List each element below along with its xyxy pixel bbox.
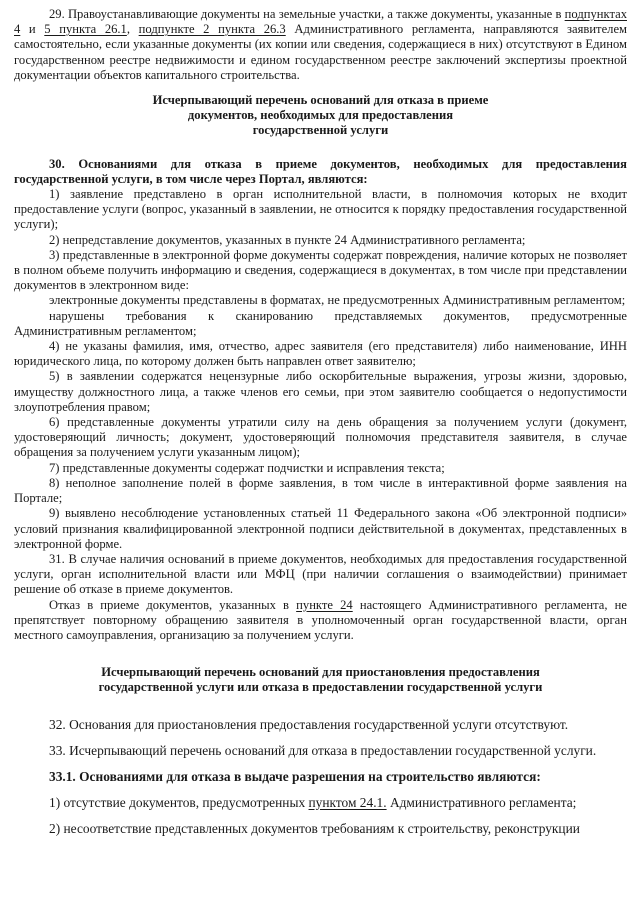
link-item-24-1[interactable]: пунктом 24.1. xyxy=(308,794,387,810)
list-item-30-7: 7) представленные документы содержат подчистки и исправления текста; xyxy=(49,460,445,475)
p29-text-1: 29. Правоустанавливающие документы на земельные участки, а также документы, указанные в xyxy=(49,7,565,21)
list-item-30-3: 3) представленные в электронной форме документы содержат повреждения, наличие которых не позволяет в полном объеме получить информацию и сведения, содержащиеся в документах, в том числе при представлении документов в электронном виде: xyxy=(14,247,627,293)
p29-text-2: и xyxy=(20,22,45,37)
p31-text-2: настоящего Административного регламента, не препятствует повторному обращению заявителя в уполномоченный орган государственной власти, орган местного самоуправления, организацию за получением услуги. xyxy=(14,597,627,642)
paragraph-31: 31. В случае наличия оснований в приеме документов, необходимых для предоставления государственной услуги, орган исполнительной власти или МФЦ (при наличии соглашения о взаимодействии) принимает решение об отказе в приеме документов. xyxy=(14,551,627,597)
paragraph-33: 33. Исчерпывающий перечень оснований для отказа в предоставлении государственной услуги. xyxy=(49,742,597,758)
heading2-line1: Исчерпывающий перечень оснований для приостановления предоставления xyxy=(101,665,540,680)
paragraph-29 xyxy=(14,7,627,83)
p29-text-4: Административного регламента, направляются заявителем самостоятельно, если указанные документы (их копии или сведения, содержащиеся в них) отсутствуют в Едином государственном реестре недвижимости и едином государственном реестре заключений экспертизы проектной документации объектов капитального строительства. xyxy=(14,22,627,82)
link-subitems-4[interactable]: подпунктах 4 xyxy=(14,7,627,37)
list-item-30-1: 1) заявление представлено в орган исполнительной власти, в полномочия которых не входит предоставление услуги (вопрос, указанный в заявлении, не относится к порядку предоставления государственной услуги); xyxy=(14,187,627,232)
section-heading-refusal-acceptance xyxy=(14,93,627,139)
paragraph-31-refusal xyxy=(14,598,627,644)
heading1-line2: документов, необходимых для предоставления xyxy=(187,108,454,123)
heading1-line1: Исчерпывающий перечень оснований для отказа в приеме xyxy=(152,93,489,108)
heading2-line2: государственной услуги или отказа в предоставлении государственной услуги xyxy=(98,680,543,695)
list-item-30-3a: электронные документы представлены в форматах, не предусмотренных Административным регламентом; xyxy=(49,293,626,308)
paragraph-32: 32. Основания для приостановления предоставления государственной услуги отсутствуют. xyxy=(49,716,569,732)
p331-item1-text-2: Административного регламента; xyxy=(386,794,577,810)
list-item-30-8: 8) неполное заполнение полей в форме заявления, в том числе в интерактивной форме заявления на Портале; xyxy=(14,475,627,506)
p331-item1-text-1: 1) отсутствие документов, предусмотренных xyxy=(49,794,309,810)
section-heading-suspension-refusal xyxy=(14,665,627,695)
list-item-30-2: 2) непредставление документов, указанных в пункте 24 Административного регламента; xyxy=(49,232,526,247)
paragraph-30-intro: 30. Основаниями для отказа в приеме документов, необходимых для предоставления государственной услуги, в том числе через Портал, являются: xyxy=(14,156,627,186)
heading1-line3: государственной услуги xyxy=(252,123,389,138)
list-item-33-1-2: 2) несоответствие представленных документов требованиям к строительству, реконструкции xyxy=(49,820,580,836)
link-item-24[interactable]: пункте 24 xyxy=(296,597,353,612)
p29-text-3: , xyxy=(126,22,139,37)
list-item-30-6: 6) представленные документы утратили силу на день обращения за получением услуги (документ, удостоверяющий личность; документ, удостоверяющий полномочия представителя заявителя, в случае обращения за получением услуги указанным лицом); xyxy=(14,415,627,460)
list-item-30-9: 9) выявлено несоблюдение установленных статьей 11 Федерального закона «Об электронной подписи» условий признания квалифицированной электронной подписи действительной в документах, представленных в электронной форме. xyxy=(14,506,627,551)
paragraph-33-1-intro: 33.1. Основаниями для отказа в выдаче разрешения на строительство являются: xyxy=(49,768,541,784)
list-item-33-1-1 xyxy=(14,794,627,811)
link-item-26-1[interactable]: 5 пункта 26.1 xyxy=(44,22,127,37)
link-item-26-3[interactable]: подпункте 2 пункта 26.3 xyxy=(138,22,286,37)
list-item-30-3b: нарушены требования к сканированию представляемых документов, предусмотренные Административным регламентом; xyxy=(14,308,627,338)
p31-text-1: Отказ в приеме документов, указанных в xyxy=(49,597,297,612)
list-item-30-5: 5) в заявлении содержатся нецензурные либо оскорбительные выражения, угрозы жизни, здоровью, имуществу должностного лица, а также членов его семьи, при этом заявителю сообщается о недопустимости злоупотребления правом; xyxy=(14,369,627,414)
list-item-30-4: 4) не указаны фамилия, имя, отчество, адрес заявителя (его представителя) либо наименование, ИНН юридического лица, по которому должен быть направлен ответ заявителю; xyxy=(14,339,627,369)
